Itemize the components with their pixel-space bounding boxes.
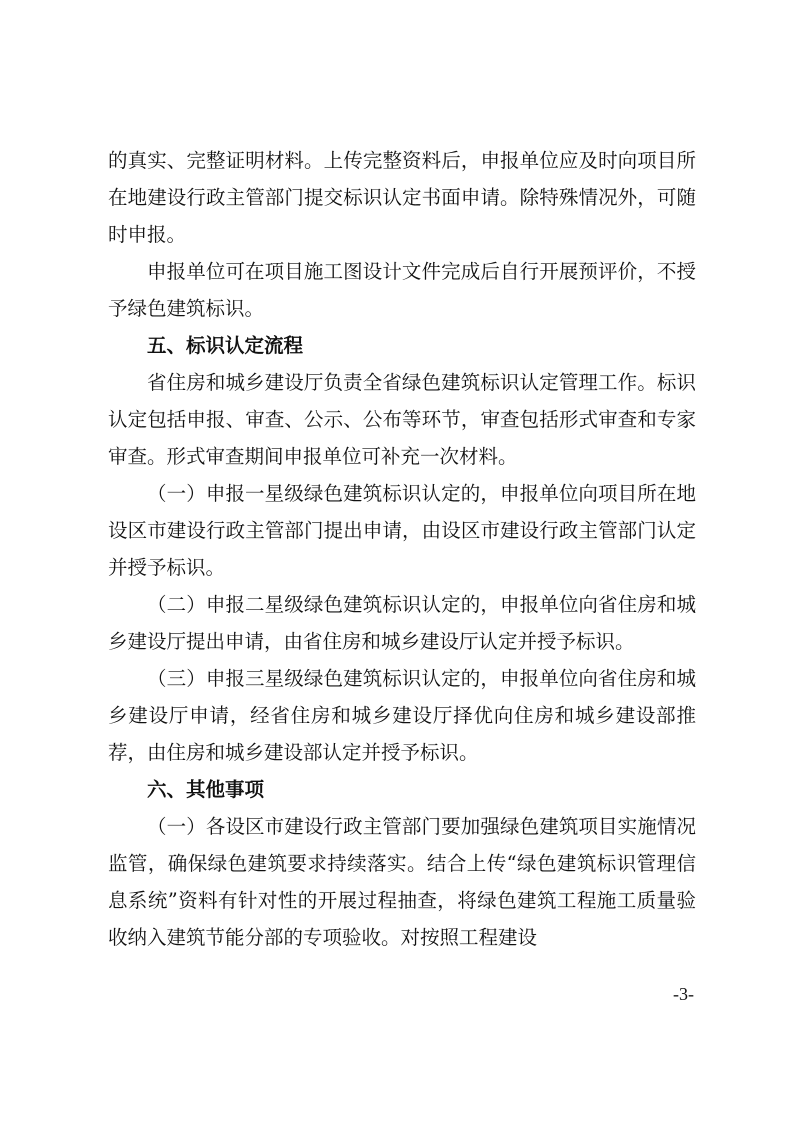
paragraph-supervision: （一）各设区市建设行政主管部门要加强绿色建筑项目实施情况监管，确保绿色建筑要求持续落实。结合上传“绿色建筑标识管理信息系统”资料有针对性的开展过程抽查，将绿色建筑工程施工质量验收纳入建筑节能分部的专项验收。对按照工程建设 [108, 815, 696, 949]
section-heading-other-matters: 六、其他事项 [147, 778, 265, 801]
paragraph-three-star: （三）申报三星级绿色建筑标识认定的，申报单位向省住房和城乡建设厅申请，经省住房和城乡建设厅择优向住房和城乡建设部推荐，由住房和城乡建设部认定并授予标识。 [108, 667, 696, 764]
paragraph-pre-evaluation: 申报单位可在项目施工图设计文件完成后自行开展预评价，不授予绿色建筑标识。 [108, 260, 696, 320]
document-body [108, 142, 696, 956]
page-number: -3- [673, 984, 694, 1004]
section-heading-certification-process: 五、标识认定流程 [147, 334, 304, 357]
paragraph-continuation: 的真实、完整证明材料。上传完整资料后，申报单位应及时向项目所在地建设行政主管部门提交标识认定书面申请。除特殊情况外，可随时申报。 [108, 149, 696, 246]
paragraph-one-star: （一）申报一星级绿色建筑标识认定的，申报单位向项目所在地设区市建设行政主管部门提出申请，由设区市建设行政主管部门认定并授予标识。 [108, 482, 696, 579]
paragraph-two-star: （二）申报二星级绿色建筑标识认定的，申报单位向省住房和城乡建设厅提出申请，由省住房和城乡建设厅认定并授予标识。 [108, 593, 696, 653]
paragraph-certification-overview: 省住房和城乡建设厅负责全省绿色建筑标识认定管理工作。标识认定包括申报、审查、公示、公布等环节，审查包括形式审查和专家审查。形式审查期间申报单位可补充一次材料。 [108, 371, 696, 468]
